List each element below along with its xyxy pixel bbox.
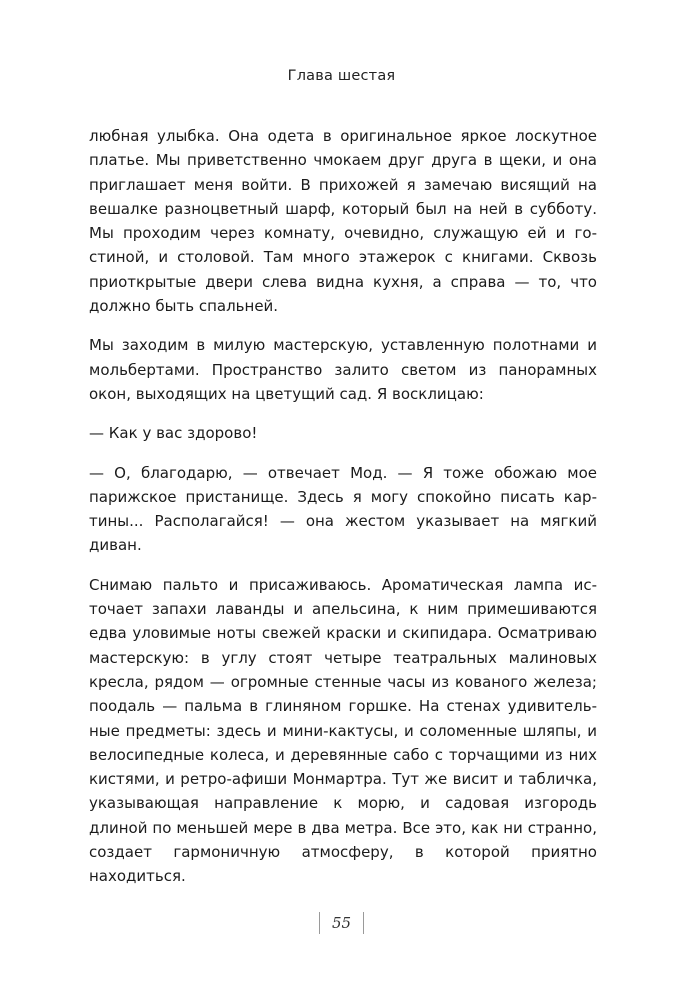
paragraph-3: — Как у вас здорово!	[89, 424, 258, 443]
paragraph-4: — О, благодарю, — отвечает Мод. — Я тоже обожаю мое парижское пристанище. Здесь я могу спокойно писать картины... Располагайся! — она жестом указывает на мягкий диван.	[89, 463, 597, 555]
paragraph-5: Снимаю пальто и присаживаюсь. Ароматическая лампа источает запахи лаванды и апельсина, к ним примешиваются едва уловимые ноты свежей краски и скипидара. Осматриваю мастерскую: в углу стоят четыре театральных малиновых кресла, рядом — огромные стенные часы из кованого железа; поодаль — пальма в глиняном горшке. На стенах удивительные предметы: здесь и мини-кактусы, и соломенные шляпы, и велосипедные колеса, и деревянные сабо с торчащими из них кистями, и ретро-афиши Монмартра. Тут же висит и табличка, указывающая направление к морю, и садовая изгородь длиной по меньшей мере в два метра. Все это, как ни странно, создает гармоничную атмосферу, в которой приятно находиться.	[89, 575, 597, 886]
page-number: 55	[331, 914, 352, 932]
paragraph-1: любная улыбка. Она одета в оригинальное яркое лоскутное платье. Мы приветственно чмокаем друг друга в щеки, и она приглашает меня войти. В прихожей я замечаю висящий на вешалке разноцветный шарф, который был на ней в субботу. Мы проходим через комнату, очевидно, служащую ей и гостиной, и столовой. Там много этажерок с книгами. Сквозь приоткрытые двери слева видна кухня, а справа — то, что должно быть спальней.	[89, 127, 597, 316]
body-text	[89, 124, 597, 904]
page-footer	[0, 912, 683, 934]
folio-divider-right	[363, 912, 364, 934]
running-head-chapter-title: Глава шестая	[287, 68, 396, 84]
paragraph-2: Мы заходим в милую мастерскую, уставленную полотнами и мольбертами. Пространство залито светом из панорамных окон, выходящих на цветущий сад. Я восклицаю:	[89, 336, 597, 403]
folio-divider-left	[319, 912, 320, 934]
